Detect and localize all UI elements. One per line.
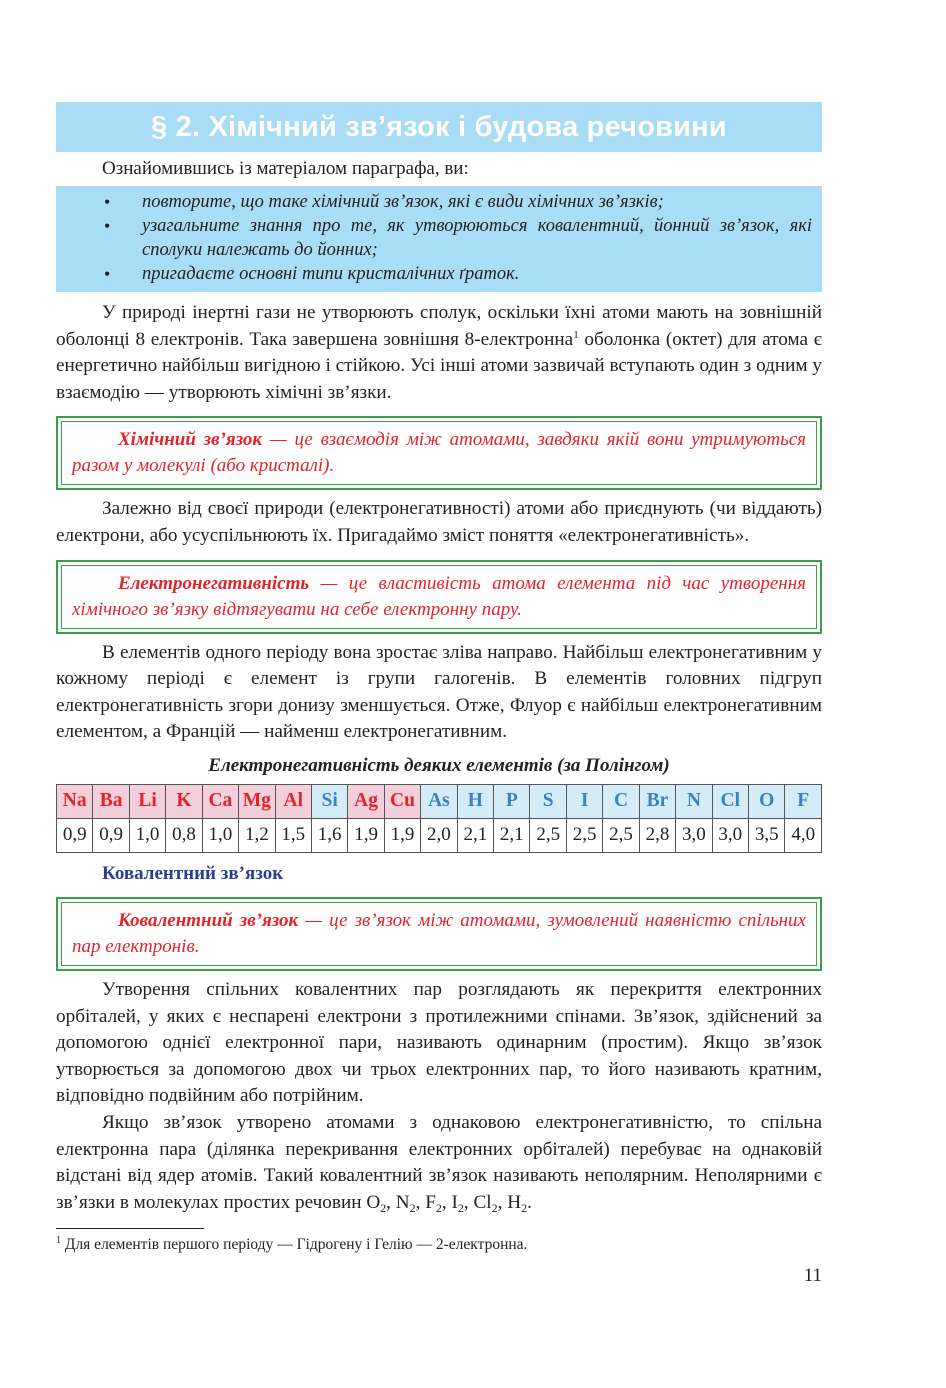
element-symbol-cell: K [166, 784, 202, 818]
electronegativity-table [56, 784, 822, 853]
element-symbol-cell: Mg [239, 784, 275, 818]
definition-box-covalent-bond [56, 897, 822, 971]
definition-box-chemical-bond [56, 416, 822, 490]
element-value-cell: 1,0 [202, 818, 238, 852]
bullet-icon: • [104, 192, 111, 212]
paragraph-inert-gases: У природі інертні гази не утворюють сполук, оскільки їхні атоми мають на зовнішній оболонці 8 електронів. Така завершена зовнішня 8-електронна$^1$ оболонка (октет) для атома є енергетично найбільш вигідною і стійкою. Усі інші атоми зазвичай вступають один з одним у взаємодію — утворюють хімічні зв’язки. [56, 302, 822, 403]
footnote: $^1$ Для елементів першого періоду — Гідрогену і Гелію — 2-електронна. [56, 1235, 528, 1254]
element-value-cell: 1,0 [129, 818, 165, 852]
paragraph-covalent-formation: Утворення спільних ковалентних пар розглядають як перекриття електронних орбіталей, у яких є неспарені електрони з протилежними спінами. Зв’язок, здійснений за допомогою однієї електронної пари, називають одинарним (простим). Якщо зв’язок утворюється за допомогою двох чи трьох електронних пар, то його називають кратним, відповідно подвійним або потрійним. [56, 978, 822, 1107]
element-symbol-cell: Ca [202, 784, 238, 818]
element-symbol-cell: Al [275, 784, 311, 818]
paragraph-electronegativity-trend: В елементів одного періоду вона зростає зліва направо. Найбільш електронегативним у кожному періоді є елемент із групи галогенів. В елементів головних підгруп електронегативність згори донизу зменшується. Отже, Флуор є найбільш електронегативним елементом, а Францій — найменш електронегативним. [56, 641, 822, 743]
definition-text: — це взаємодія між атомами, завдяки якій вони утримуються разом у молекулі (або кристалі). [72, 429, 806, 477]
element-value-cell: 1,2 [239, 818, 275, 852]
element-symbol-cell: S [530, 784, 566, 818]
element-value-cell: 2,1 [457, 818, 493, 852]
table-row-symbols [57, 784, 822, 818]
goal-item: • повторите, що таке хімічний зв’язок, які є види хімічних зв’язків; [104, 192, 664, 212]
paragraph-nonpolar-bond: Якщо зв’язок утворено атомами з однаковою електронегативністю, то спільна електронна пара (ділянка перекривання електронних орбіталей) перебуває на однаковій відстані від ядер атомів. Такий ковалентний зв’язок називають неполярним. Неполярними є зв’язки в молекулах простих речовин $O_2$, $N_2$, $F_2$, $I_2$, $Cl_2$, $H_2$. [56, 1111, 822, 1215]
element-value-cell: 1,5 [275, 818, 311, 852]
definition-term: Ковалентний зв’язок [118, 909, 299, 931]
element-symbol-cell: Si [311, 784, 347, 818]
element-symbol-cell: Ba [93, 784, 129, 818]
element-value-cell: 0,9 [93, 818, 129, 852]
section-title: § 2. Хімічний зв’язок і будова речовини [151, 110, 727, 143]
intro-text: Ознайомившись із матеріалом параграфа, ви: [102, 158, 469, 179]
element-symbol-cell: Li [129, 784, 165, 818]
element-value-cell: 2,5 [530, 818, 566, 852]
table-title: Електронегативність деяких елементів (за Полінгом) [208, 754, 670, 776]
definition-text: — це зв’язок між атомами, зумовлений наявністю спільних пар електронів. [72, 909, 806, 957]
element-symbol-cell: O [749, 784, 785, 818]
element-symbol-cell: Cl [712, 784, 748, 818]
element-value-cell: 0,8 [166, 818, 202, 852]
element-symbol-cell: Cu [384, 784, 420, 818]
element-value-cell: 2,8 [639, 818, 675, 852]
page [56, 102, 822, 1287]
goal-item: • узагальните знання про те, як утворюються ковалентний, йонний зв’язок, які сполуки належать до йонних; [104, 216, 812, 260]
definition-text: — це властивість атома елемента під час утворення хімічного зв’язку відтягувати на себе електронну пару. [72, 572, 806, 620]
footnote-ref: 1 [573, 328, 579, 341]
page-number: 11 [803, 1265, 822, 1287]
element-value-cell: 1,9 [348, 818, 384, 852]
element-value-cell: 2,5 [603, 818, 639, 852]
bullet-icon: • [104, 216, 111, 236]
table-row-values [57, 818, 822, 852]
element-symbol-cell: C [603, 784, 639, 818]
chemical-formula: $F_2$, [425, 1191, 452, 1215]
element-symbol-cell: N [676, 784, 712, 818]
element-value-cell: 0,9 [57, 818, 93, 852]
formula-list [366, 1192, 532, 1213]
paragraph-electronegativity-intro: Залежно від своєї природи (електронегативності) атоми або приєднують (чи віддають) електрони, або усуспільнюють їх. Пригадаймо зміст поняття «електронегативність». [56, 498, 822, 546]
element-value-cell: 2,0 [421, 818, 457, 852]
chemical-formula: $O_2$, [366, 1191, 396, 1215]
element-symbol-cell: Br [639, 784, 675, 818]
goal-item: • пригадаєте основні типи кристалічних ґраток. [104, 264, 520, 284]
element-value-cell: 2,5 [566, 818, 602, 852]
definition-term: Електронегативність [118, 572, 310, 594]
element-symbol-cell: F [785, 784, 822, 818]
element-value-cell: 1,9 [384, 818, 420, 852]
definition-box-electronegativity [56, 560, 822, 634]
element-symbol-cell: I [566, 784, 602, 818]
element-value-cell: 3,0 [712, 818, 748, 852]
chemical-formula: $H_2$. [507, 1191, 532, 1215]
element-symbol-cell: H [457, 784, 493, 818]
element-value-cell: 2,1 [494, 818, 530, 852]
chemical-formula: $I_2$, [451, 1191, 474, 1215]
element-value-cell: 3,5 [749, 818, 785, 852]
element-symbol-cell: P [494, 784, 530, 818]
chemical-formula: $N_2$, [395, 1191, 426, 1215]
section-title-bar [56, 102, 822, 152]
element-value-cell: 3,0 [676, 818, 712, 852]
learning-goals-box [56, 186, 822, 292]
footnote-divider [56, 1228, 204, 1229]
element-symbol-cell: Na [57, 784, 93, 818]
element-value-cell: 1,6 [311, 818, 347, 852]
chemical-formula: $Cl_2$, [473, 1191, 508, 1215]
definition-term: Хімічний зв’язок [118, 429, 262, 451]
element-value-cell: 4,0 [785, 818, 822, 852]
bullet-icon: • [104, 264, 111, 284]
goals-list [100, 190, 812, 286]
subheading-covalent-bond: Ковалентний зв’язок [102, 862, 284, 884]
element-symbol-cell: Ag [348, 784, 384, 818]
element-symbol-cell: As [421, 784, 457, 818]
